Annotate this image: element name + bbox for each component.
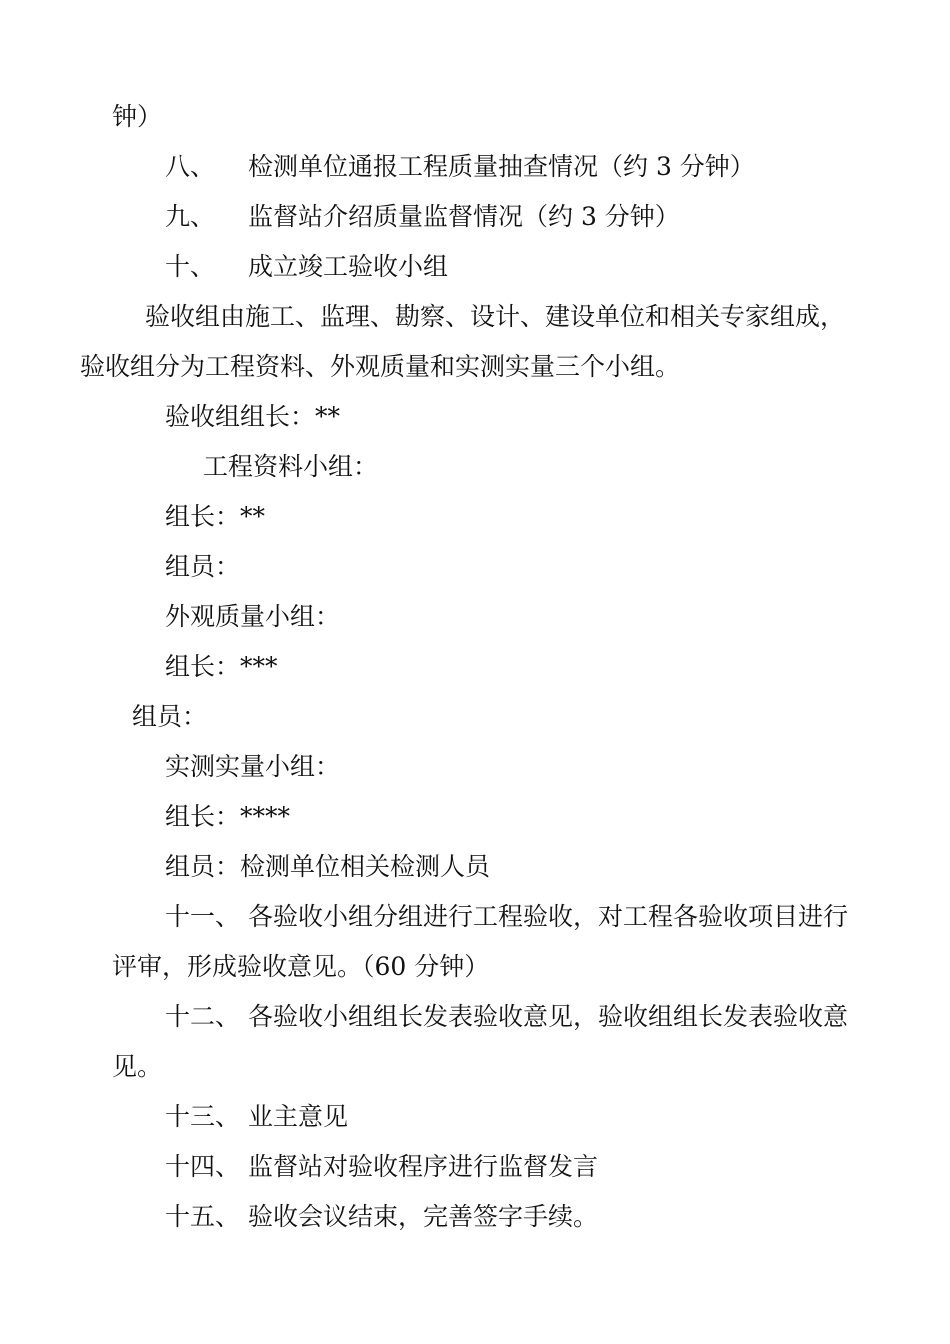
item-text: 各验收小组分组进行工程验收，对工程各验收项目进行: [248, 902, 849, 931]
text-line: 工程资料小组：: [203, 452, 379, 481]
list-item-8: [165, 152, 755, 182]
text-line: 组长：**: [165, 502, 266, 531]
item-text: 验收会议结束，完善签字手续。: [248, 1202, 599, 1231]
item-text: 业主意见: [248, 1102, 349, 1131]
text-line: 验收组分为工程资料、外观质量和实测实量三个小组。: [80, 352, 681, 381]
text-line: 验收组由施工、监理、勘察、设计、建设单位和相关专家组成，: [145, 302, 846, 331]
text-line: 组员：检测单位相关检测人员: [165, 852, 491, 881]
text-line: 外观质量小组：: [165, 602, 341, 631]
text-line: 实测实量小组：: [165, 752, 341, 781]
list-item-14: [165, 1152, 598, 1182]
text-line: 评审，形成验收意见。（60 分钟）: [112, 952, 490, 981]
list-item-15: [165, 1202, 598, 1232]
item-text: 监督站介绍质量监督情况（约 3 分钟）: [248, 202, 680, 231]
text-line: 见。: [112, 1052, 163, 1081]
list-item-11: [165, 902, 848, 932]
text-line: 组长：****: [165, 802, 291, 831]
list-item-13: [165, 1102, 348, 1132]
item-text: 监督站对验收程序进行监督发言: [248, 1152, 599, 1181]
list-item-10: [165, 252, 448, 282]
item-number: 十五、: [165, 1202, 241, 1231]
list-item-12: [165, 1002, 848, 1032]
item-text: 检测单位通报工程质量抽查情况（约 3 分钟）: [248, 152, 755, 181]
text-line: 组员：: [132, 702, 208, 731]
list-item-9: [165, 202, 680, 232]
item-number: 九、: [165, 202, 216, 231]
item-number: 十一、: [165, 902, 241, 931]
text-line: 组长：***: [165, 652, 278, 681]
text-line: 验收组组长：**: [165, 402, 341, 431]
item-number: 十三、: [165, 1102, 241, 1131]
text-line: 组员：: [165, 552, 241, 581]
item-number: 十、: [165, 252, 216, 281]
text-line: 钟）: [112, 102, 163, 131]
item-number: 八、: [165, 152, 216, 181]
item-text: 各验收小组组长发表验收意见，验收组组长发表验收意: [248, 1002, 849, 1031]
item-number: 十二、: [165, 1002, 241, 1031]
item-number: 十四、: [165, 1152, 241, 1181]
item-text: 成立竣工验收小组: [248, 252, 449, 281]
